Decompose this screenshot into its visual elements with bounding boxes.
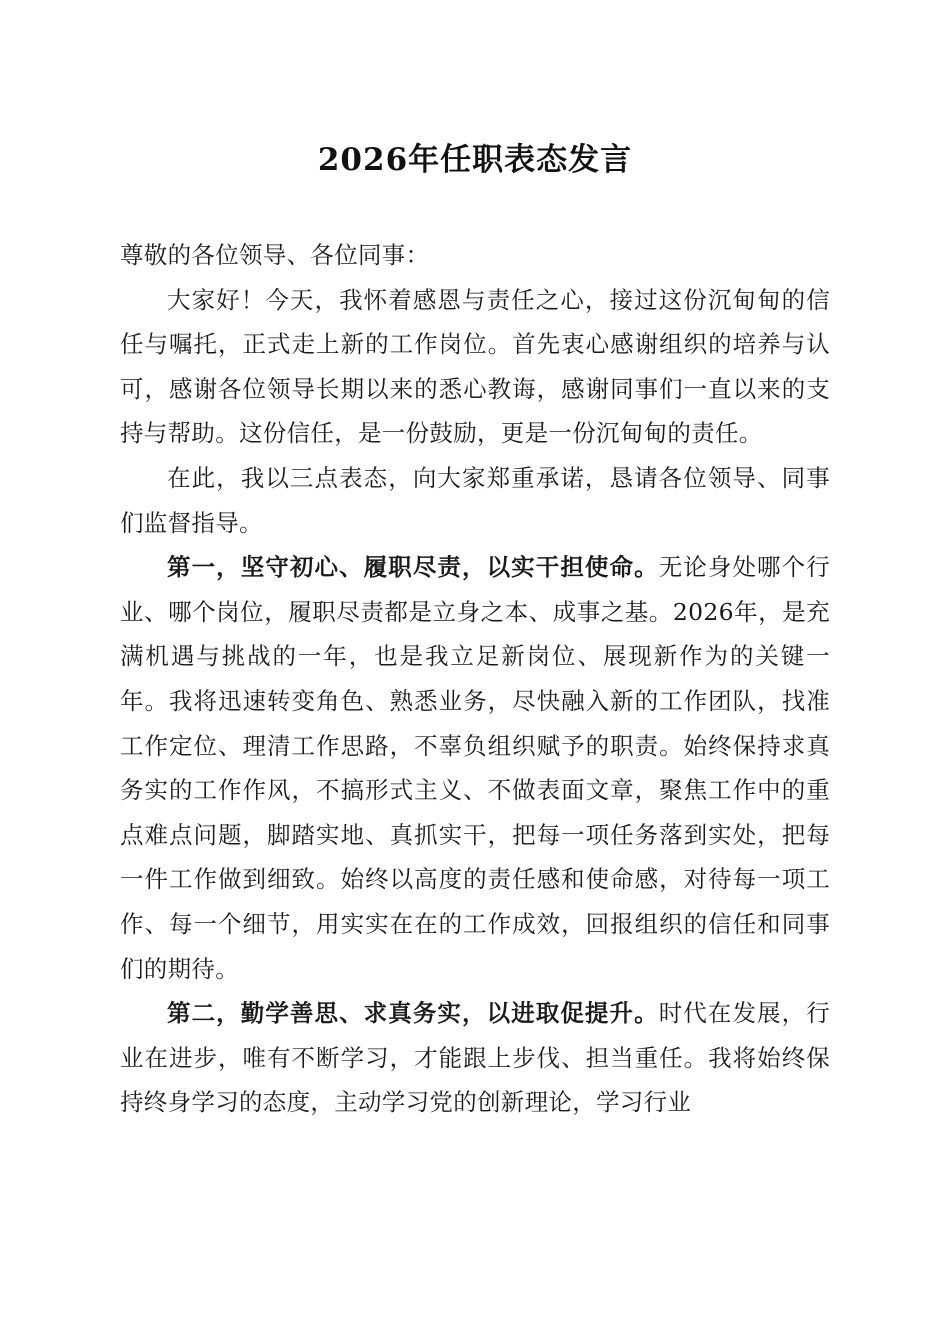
paragraph-text: 大家好！今天，我怀着感恩与责任之心，接过这份沉甸甸的信任与嘱托，正式走上新的工作岗位。首先衷心感谢组织的培养与认可，感谢各位领导长期以来的悉心教诲，感谢同事们一直以来的支持与帮助。这份信任，是一份鼓励，更是一份沉甸甸的责任。: [120, 285, 830, 448]
paragraph-point-two: [120, 991, 830, 1125]
paragraph-text: 时代在发展，行业在进步，唯有不断学习，才能跟上步伐、担当重任。我将始终保持终身学习的态度，主动学习党的创新理论，学习行业: [120, 999, 830, 1117]
paragraph-text: 无论身处哪个行业、哪个岗位，履职尽责都是立身之本、成事之基。2026年，是充满机遇与挑战的一年，也是我立足新岗位、展现新作为的关键一年。我将迅速转变角色、熟悉业务，尽快融入新的工作团队，找准工作定位、理清工作思路，不辜负组织赋予的职责。始终保持求真务实的工作作风，不搞形式主义、不做表面文章，聚焦工作中的重点难点问题，脚踏实地、真抓实干，把每一项任务落到实处，把每一件工作做到细致。始终以高度的责任感和使命感，对待每一项工作、每一个细节，用实实在在的工作成效，回报组织的信任和同事们的期待。: [120, 553, 830, 983]
document-title: 2026年任职表态发言: [317, 142, 633, 178]
document-body: [120, 233, 830, 1125]
salutation: 尊敬的各位领导、各位同事：: [120, 241, 430, 269]
paragraph-lead: 第一，坚守初心、履职尽责，以实干担使命。: [167, 553, 659, 582]
paragraph-lead: 第二，勤学善思、求真务实，以进取促提升。: [167, 999, 659, 1028]
paragraph-greeting: [120, 278, 830, 456]
paragraph-text: 在此，我以三点表态，向大家郑重承诺，恳请各位领导、同事们监督指导。: [120, 463, 830, 537]
paragraph-point-one: [120, 545, 830, 991]
paragraph-commitment-intro: [120, 456, 830, 545]
